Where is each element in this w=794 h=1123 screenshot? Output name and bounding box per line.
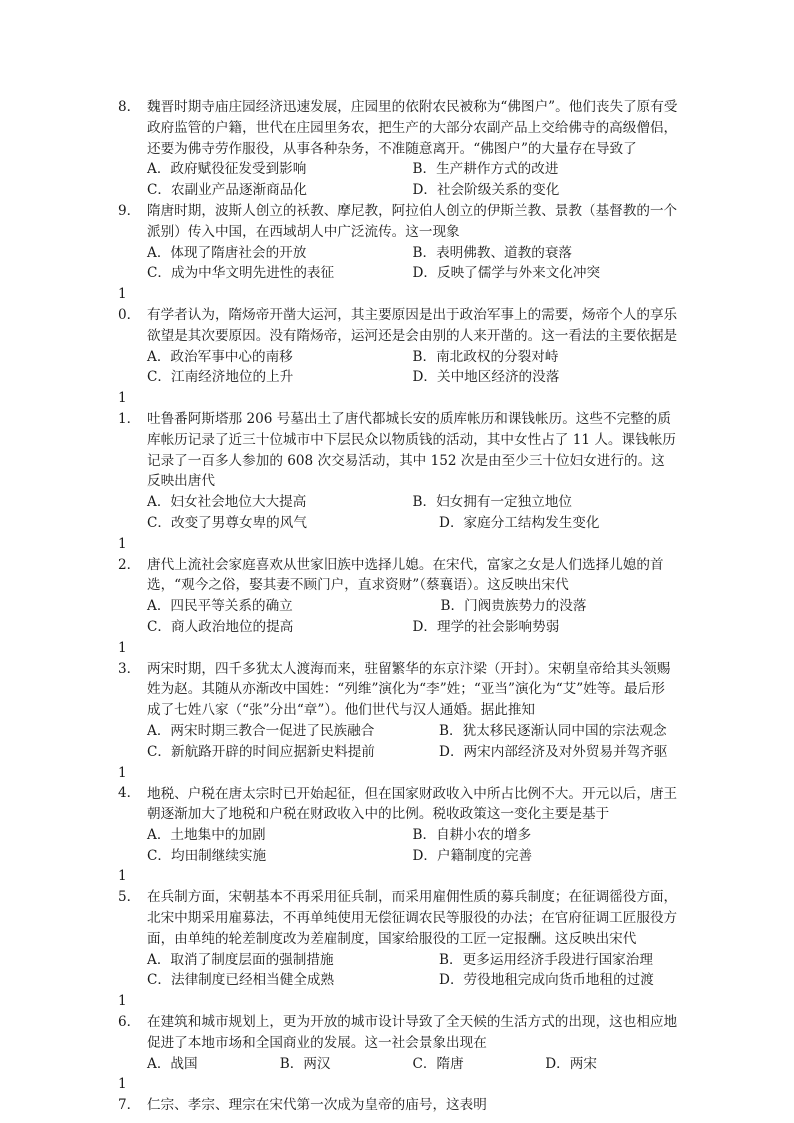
option-d[interactable]: D．关中地区经济的没落 xyxy=(412,369,560,386)
option-c[interactable]: C．新航路开辟的时间应据新史料提前 xyxy=(147,743,375,760)
question-stem xyxy=(118,284,678,346)
option-d[interactable]: D．两宋内部经济及对外贸易并驾齐驱 xyxy=(439,743,668,760)
question-text: 地税、户税在唐太宗时已开始起征，但在国家财政收入中所占比例不大。开元以后，唐王朝逐渐加大了地税和户税在财政收入中的比例。税收政策这一变化主要是基于 xyxy=(147,785,678,823)
question-stem xyxy=(118,388,678,492)
question-stem xyxy=(118,201,678,243)
question-number: 14． xyxy=(118,764,141,802)
option-c[interactable]: C．商人政治地位的提高 xyxy=(147,618,294,635)
options xyxy=(118,243,678,285)
options xyxy=(118,596,678,638)
options xyxy=(118,347,678,389)
question-text: 有学者认为，隋炀帝开凿大运河，其主要原因是出于政治军事上的需要，炀帝个人的享乐欲望是其次要原因。没有隋炀帝，运河还是会由别的人来开凿的。这一看法的主要依据是 xyxy=(147,306,678,344)
question-text: 两宋时期，四千多犹太人渡海而来，驻留繁华的东京汴梁（开封）。宋朝皇帝给其头领赐姓为赵。其随从亦渐改中国姓：“列维”演化为“李”姓；“亚当”演化为“艾”姓等。最后形成了七姓八家（“张”分出“章”）。他们世代与汉人通婚。据此推知 xyxy=(147,660,671,719)
option-c[interactable]: C．隋唐 xyxy=(412,1055,464,1072)
options xyxy=(118,159,678,201)
option-d[interactable]: D．理学的社会影响势弱 xyxy=(412,618,560,635)
question-number: 16． xyxy=(118,993,141,1031)
question-number: 11． xyxy=(118,390,141,427)
question-text: 在建筑和城市规划上，更为开放的城市设计导致了全天候的生活方式的出现，这也相应地促进了本地市场和全国商业的发展。这一社会景象出现在 xyxy=(147,1014,678,1051)
question-number: 10． xyxy=(118,286,141,323)
option-c[interactable]: C．法律制度已经相当健全成熟 xyxy=(147,972,335,989)
question-8 xyxy=(118,97,678,201)
question-text: 仁宗、孝宗、理宗在宋代第一次成为皇帝的庙号，这表明 xyxy=(147,1097,487,1114)
question-17 xyxy=(118,1074,678,1116)
option-a[interactable]: A．取消了制度层面的强制措施 xyxy=(147,951,334,968)
option-d[interactable]: D．社会阶级关系的变化 xyxy=(412,182,560,199)
question-14 xyxy=(118,763,678,867)
options xyxy=(118,825,678,867)
question-number: 9． xyxy=(118,202,141,219)
question-number: 8． xyxy=(118,99,141,115)
question-11 xyxy=(118,388,678,534)
options xyxy=(118,1054,678,1075)
question-stem xyxy=(118,534,678,596)
question-stem xyxy=(118,763,678,825)
options xyxy=(118,950,678,992)
question-13 xyxy=(118,638,678,763)
option-d[interactable]: D．户籍制度的完善 xyxy=(412,847,533,864)
option-a[interactable]: A．体现了隋唐社会的开放 xyxy=(147,244,307,261)
question-stem xyxy=(118,1074,678,1116)
question-9 xyxy=(118,201,678,284)
option-b[interactable]: B．表明佛教、道教的衰落 xyxy=(412,244,573,261)
question-stem xyxy=(118,97,678,159)
question-text: 唐代上流社会家庭喜欢从世家旧族中选择儿媳。在宋代，富家之女是人们选择儿媳的首选，“观今之俗，娶其妻不顾门户，直求资财”（蔡襄语）。这反映出宋代 xyxy=(147,556,664,594)
option-a[interactable]: A．战国 xyxy=(147,1055,198,1072)
option-d[interactable]: D．两宋 xyxy=(545,1055,597,1072)
option-d[interactable]: D．反映了儒学与外来文化冲突 xyxy=(412,265,601,282)
question-stem xyxy=(118,866,678,949)
question-15 xyxy=(118,866,678,991)
option-c[interactable]: C．改变了男尊女卑的风气 xyxy=(147,514,307,531)
question-number: 15． xyxy=(118,868,141,906)
option-d[interactable]: D．家庭分工结构发生变化 xyxy=(439,514,600,531)
option-a[interactable]: A．四民平等关系的确立 xyxy=(147,598,293,615)
option-a[interactable]: A．两宋时期三教合一促进了民族融合 xyxy=(147,722,375,739)
option-a[interactable]: A．妇女社会地位大大提高 xyxy=(147,494,307,511)
question-10 xyxy=(118,284,678,388)
question-text: 魏晋时期寺庙庄园经济迅速发展，庄园里的依附农民被称为“佛图户”。他们丧失了原有受政府监管的户籍，世代在庄园里务农，把生产的大部分农副产品上交给佛寺的高级僧侣，还要为佛寺劳作服役，从事各种杂务，不准随意离开。“佛图户”的大量存在导致了 xyxy=(147,99,678,157)
question-text: 在兵制方面，宋朝基本不再采用征兵制，而采用雇佣性质的募兵制度；在征调徭役方面，北宋中期采用雇募法，不再单纯使用无偿征调农民等服役的办法；在官府征调工匠服役方面，由单纯的轮差制度改为差雇制度，国家给服役的工匠一定报酬。这反映出宋代 xyxy=(147,889,678,947)
options xyxy=(118,492,678,534)
question-12 xyxy=(118,534,678,638)
option-b[interactable]: B．生产耕作方式的改进 xyxy=(412,161,559,178)
option-a[interactable]: A．政治军事中心的南移 xyxy=(147,348,293,365)
option-a[interactable]: A．政府赋役征发受到影响 xyxy=(147,161,307,178)
options xyxy=(118,721,678,763)
question-number: 13． xyxy=(118,639,141,677)
option-c[interactable]: C．成为中华文明先进性的表征 xyxy=(147,265,335,282)
question-list xyxy=(118,97,678,1116)
option-d[interactable]: D．劳役地租完成向货币地租的过渡 xyxy=(439,972,654,989)
option-b[interactable]: B．两汉 xyxy=(279,1055,331,1072)
option-b[interactable]: B．南北政权的分裂对峙 xyxy=(412,348,559,365)
question-text: 隋唐时期，波斯人创立的袄教、摩尼教，阿拉伯人创立的伊斯兰教、景教（基督教的一个派别）传入中国，在西域胡人中广泛流传。这一现象 xyxy=(147,202,678,240)
option-b[interactable]: B．门阀贵族势力的没落 xyxy=(440,598,587,615)
question-text: 吐鲁番阿斯塔那 206 号墓出土了唐代都城长安的质库帐历和课钱帐历。这些不完整的质库帐历记录了近三十位城市中下层民众以物质钱的活动，其中女性占了 11 人。课钱帐历记录了一百多人参加的 608 次交易活动，其中 152 次是由至少三十位妇女进行的。这反映出唐代 xyxy=(147,410,676,490)
option-a[interactable]: A．土地集中的加剧 xyxy=(147,826,266,843)
question-stem xyxy=(118,991,678,1053)
question-stem xyxy=(118,638,678,721)
option-b[interactable]: B．妇女拥有一定独立地位 xyxy=(412,494,573,511)
question-number: 17． xyxy=(118,1076,141,1114)
option-c[interactable]: C．农副业产品逐渐商品化 xyxy=(147,182,307,199)
option-c[interactable]: C．江南经济地位的上升 xyxy=(147,369,294,386)
option-c[interactable]: C．均田制继续实施 xyxy=(147,847,267,864)
option-b[interactable]: B．自耕小农的增多 xyxy=(412,826,532,843)
question-16 xyxy=(118,991,678,1074)
option-b[interactable]: B．犹太移民逐渐认同中国的宗法观念 xyxy=(439,722,667,739)
option-b[interactable]: B．更多运用经济手段进行国家治理 xyxy=(439,951,653,968)
question-number: 12． xyxy=(118,535,141,573)
